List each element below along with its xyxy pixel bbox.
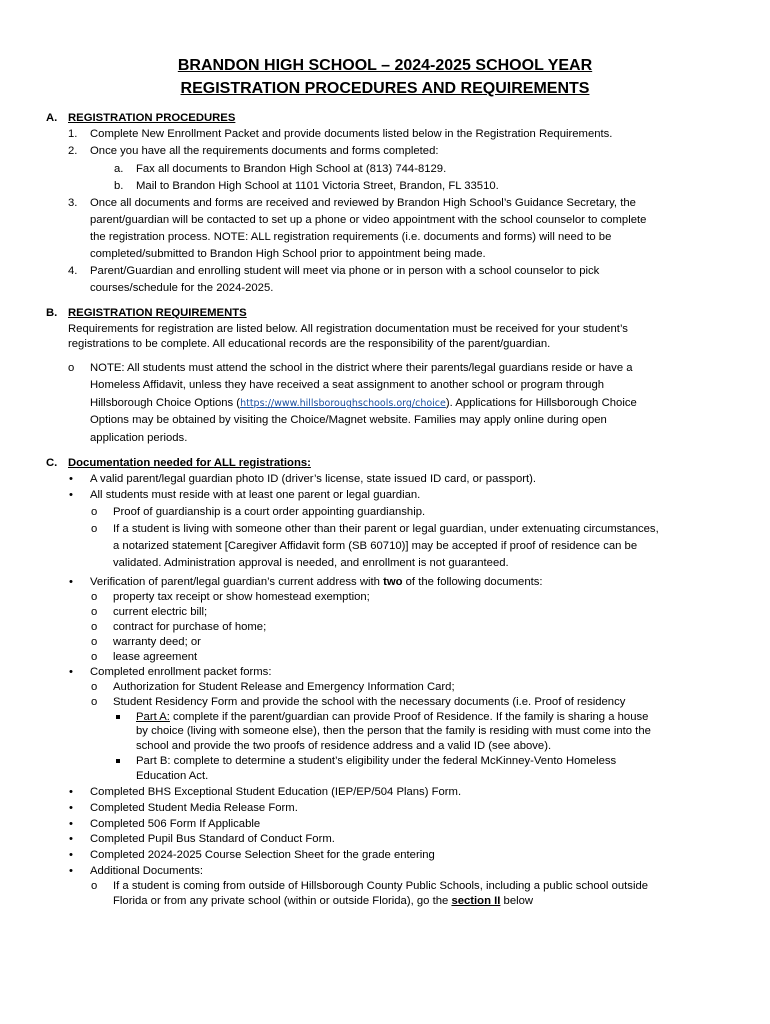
c-additional-line-2-end: below bbox=[500, 895, 534, 907]
c-address-doc: warranty deed; or bbox=[113, 636, 201, 648]
b-note-line-2: Homeless Affidavit, unless they have received a seat assignment to another school or program through bbox=[90, 379, 605, 391]
bullet: • bbox=[69, 786, 73, 798]
c-form-item: Completed 2024-2025 Course Selection Sheet for the grade entering bbox=[90, 849, 435, 861]
b-note-line-4: Options may be obtained by visiting the Choice/Magnet website. Families may apply online during open bbox=[90, 414, 607, 426]
c-address-doc: property tax receipt or show homestead exemption; bbox=[113, 591, 370, 603]
c-form-item: Completed 506 Form If Applicable bbox=[90, 818, 261, 830]
b-note-line-3-end: ). Applications for Hillsborough Choice bbox=[445, 397, 637, 409]
c-address bbox=[90, 575, 543, 589]
square-bullet-icon bbox=[116, 759, 120, 763]
c-address-doc: current electric bill; bbox=[113, 606, 208, 618]
circle-bullet: o bbox=[91, 696, 98, 708]
c-reside-sub-2-line-1: If a student is living with someone other than their parent or legal guardian, under extenuating circumstances, bbox=[113, 523, 659, 535]
a-item-3-line-1: Once all documents and forms are received and reviewed by Brandon High School’s Guidance Secretary, the bbox=[90, 197, 636, 209]
c-part-a-line-3: school and provide the two proofs of residence address and a valid ID (see above). bbox=[136, 740, 552, 752]
document-title-line-2: REGISTRATION PROCEDURES AND REQUIREMENTS bbox=[180, 80, 590, 97]
c-part-a-line-2: by choice (living with someone else), then the person that the family is residing with must come into the bbox=[136, 725, 651, 737]
section-ii-reference: section II bbox=[451, 895, 501, 907]
c-packet-sub-2: Student Residency Form and provide the school with the necessary documents (i.e. Proof of residency bbox=[113, 696, 626, 708]
circle-bullet: o bbox=[91, 621, 98, 633]
b-note-line-1: NOTE: All students must attend the school in the district where their parents/legal guardians reside or have a bbox=[90, 362, 633, 374]
c-part-a-line-1 bbox=[136, 710, 648, 724]
b-intro-line-2: registrations to be complete. All educational records are the responsibility of the parent/guardian. bbox=[68, 338, 551, 350]
c-part-a-text: complete if the parent/guardian can provide Proof of Residence. If the family is sharing a house bbox=[169, 711, 649, 723]
section-c-heading: Documentation needed for ALL registrations: bbox=[68, 457, 311, 469]
document-title-line-1: BRANDON HIGH SCHOOL – 2024-2025 SCHOOL YEAR bbox=[177, 57, 593, 74]
c-additional-line-2 bbox=[113, 894, 533, 908]
c-part-b-line-1: Part B: complete to determine a student’s eligibility under the federal McKinney-Vento Homeless bbox=[136, 755, 617, 767]
a-item-4-line-1: Parent/Guardian and enrolling student will meet via phone or in person with a school counselor to pick bbox=[90, 265, 600, 277]
circle-bullet: o bbox=[91, 506, 98, 518]
c-part-b-line-2: Education Act. bbox=[136, 770, 209, 782]
a-item-4-num: 4. bbox=[68, 265, 78, 277]
square-bullet-icon bbox=[116, 715, 120, 719]
bullet: • bbox=[69, 865, 73, 877]
c-reside-sub-2-line-2: a notarized statement [Caregiver Affidavit form (SB 60710)] may be accepted if proof of residence can be bbox=[113, 540, 638, 552]
a-item-3-line-2: parent/guardian will be contacted to set up a phone or video appointment with the school counselor to complete bbox=[90, 214, 647, 226]
c-address-doc: lease agreement bbox=[113, 651, 198, 663]
bullet: • bbox=[69, 576, 73, 588]
a-item-2-num: 2. bbox=[68, 145, 78, 157]
c-additional-line-1: If a student is coming from outside of Hillsborough County Public Schools, including a public school outside bbox=[113, 880, 649, 892]
choice-link[interactable]: https://www.hillsboroughschools.org/choice bbox=[240, 398, 446, 409]
bullet: • bbox=[69, 802, 73, 814]
c-address-doc: contract for purchase of home; bbox=[113, 621, 267, 633]
c-packet-sub-1: Authorization for Student Release and Emergency Information Card; bbox=[113, 681, 455, 693]
c-reside: All students must reside with at least one parent or legal guardian. bbox=[90, 489, 421, 501]
c-form-item: Completed BHS Exceptional Student Education (IEP/EP/504 Plans) Form. bbox=[90, 786, 462, 798]
section-b-letter: B. bbox=[46, 307, 58, 319]
bullet: • bbox=[69, 489, 73, 501]
circle-bullet: o bbox=[91, 636, 98, 648]
a-item-1-num: 1. bbox=[68, 128, 78, 140]
c-reside-sub-2-line-3: validated. Administration approval is needed, and enrollment is not guaranteed. bbox=[113, 557, 509, 569]
c-reside-sub-1: Proof of guardianship is a court order appointing guardianship. bbox=[113, 506, 426, 518]
c-form-item: Completed Student Media Release Form. bbox=[90, 802, 298, 814]
a-item-2a-num: a. bbox=[114, 163, 124, 175]
circle-bullet: o bbox=[68, 362, 75, 374]
b-intro-line-1: Requirements for registration are listed below. All registration documentation must be received for your student’s bbox=[68, 323, 628, 335]
bullet: • bbox=[69, 473, 73, 485]
section-a-heading: REGISTRATION PROCEDURES bbox=[68, 112, 236, 124]
bullet: • bbox=[69, 818, 73, 830]
a-item-4-line-2: courses/schedule for the 2024-2025. bbox=[90, 282, 274, 294]
circle-bullet: o bbox=[91, 591, 98, 603]
c-packet: Completed enrollment packet forms: bbox=[90, 666, 272, 678]
a-item-2b-text: Mail to Brandon High School at 1101 Victoria Street, Brandon, FL 33510. bbox=[136, 180, 499, 192]
a-item-2b-num: b. bbox=[114, 180, 124, 192]
a-item-3-line-4: completed/submitted to Brandon High School prior to appointment being made. bbox=[90, 248, 486, 260]
a-item-3-num: 3. bbox=[68, 197, 78, 209]
c-address-two: two bbox=[383, 576, 403, 588]
circle-bullet: o bbox=[91, 681, 98, 693]
section-c-letter: C. bbox=[46, 457, 58, 469]
a-item-2-text: Once you have all the requirements documents and forms completed: bbox=[90, 145, 439, 157]
section-a-letter: A. bbox=[46, 112, 58, 124]
c-part-a-label: Part A: bbox=[136, 711, 170, 723]
circle-bullet: o bbox=[91, 651, 98, 663]
c-address-end: of the following documents: bbox=[402, 576, 543, 588]
a-item-2a-text: Fax all documents to Brandon High School at (813) 744-8129. bbox=[136, 163, 447, 175]
c-photo-id: A valid parent/legal guardian photo ID (driver’s license, state issued ID card, or passport). bbox=[90, 473, 537, 485]
c-form-item: Additional Documents: bbox=[90, 865, 204, 877]
a-item-3-line-3: the registration process. NOTE: ALL registration requirements (i.e. documents and forms) will need to be bbox=[90, 231, 612, 243]
c-address-start: Verification of parent/legal guardian’s current address with bbox=[90, 576, 384, 588]
circle-bullet: o bbox=[91, 880, 98, 892]
bullet: • bbox=[69, 833, 73, 845]
section-b-heading: REGISTRATION REQUIREMENTS bbox=[68, 307, 247, 319]
c-form-item: Completed Pupil Bus Standard of Conduct Form. bbox=[90, 833, 335, 845]
a-item-1-text: Complete New Enrollment Packet and provide documents listed below in the Registration Requirements. bbox=[90, 128, 613, 140]
b-note-line-3-start: Hillsborough Choice Options ( bbox=[90, 397, 241, 409]
bullet: • bbox=[69, 666, 73, 678]
b-note-line-3 bbox=[90, 396, 637, 411]
circle-bullet: o bbox=[91, 606, 98, 618]
b-note-line-5: application periods. bbox=[90, 432, 188, 444]
c-additional-line-2-start: Florida or from any private school (within or outside Florida), go the bbox=[113, 895, 452, 907]
bullet: • bbox=[69, 849, 73, 861]
circle-bullet: o bbox=[91, 523, 98, 535]
